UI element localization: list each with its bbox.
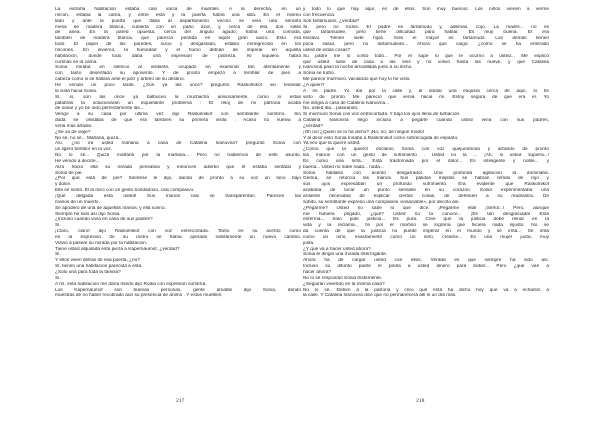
text-line: rincones. En invierno, la humedad y el humo debían de imperar en aquella: [55, 47, 301, 53]
text-line: Ella se sentó. Él la miró con un gesto bondadoso, casi compasivo.: [55, 188, 195, 194]
text-line: ¿Incluso cuando vivía en casa de sus padres?: [55, 217, 153, 223]
text-line: Los Kapernaumof son buenas personas, gente amable dijo Sonia, dando: [55, 287, 301, 293]
text-line: hacer ahora?: [303, 269, 331, 275]
text-line: Son tartamudos, ¿verdad?: [303, 18, 360, 24]
text-line: ¡Qué delgada está usted! Sus manos casi se transparentan. Parecen las: [55, 194, 301, 199]
text-line: y dulce.: [55, 182, 72, 188]
page-number-left: 217: [176, 398, 185, 404]
text-line: de sonar y yo he oído perfectamente las...: [55, 106, 144, 112]
text-line: Ya veo que la quiere usted.: [303, 141, 361, 147]
text-line: Sonia le dirigió una mirada interrogante.: [303, 252, 388, 258]
text-line: Sí.: [55, 223, 61, 229]
text-line: Ahora ha de cargar usted con ellos. Verdad es que siempre ha sido así.: [303, 258, 549, 264]
right-page-text: [303, 7, 549, 299]
text-line: de anea. En la pared opuesta, cerca del ángulo agudo, había una cómoda,: [55, 30, 301, 36]
text-line: como un niño, exactamente como un niño, créame... Es una mujer justa, muy: [303, 234, 549, 240]
text-line: ¡Oh no! ¿Quién se lo ha dicho? ¡No, no; de ningún modo!: [303, 129, 424, 135]
text-line: habitación, donde todo daba una impresión de pobreza. Ni siquiera había: [55, 53, 301, 59]
text-line: me hubiera pegado, ¿qué? Usted no la conoce... ¡Es tan desgraciada! Está: [303, 211, 549, 217]
text-line: Catalina Ivanovna llegó incluso a pegarle cuando usted vivía con sus padres,: [303, 118, 549, 124]
text-line: verla más añadió.: [55, 123, 93, 129]
text-line: Sonia hablaba con acento desgarrador. Una profunda agitación la dominaba.: [303, 170, 549, 176]
text-line: justa.: [303, 240, 315, 246]
text-line: ¿Pegarme? Usted no sabe lo que dice. ¡Pegarme ella! ¡Señor...! Pero, aunque: [303, 205, 549, 211]
text-line: Me parece murmuró, vacilando que hoy lo he visto.: [303, 77, 411, 83]
text-line: lado y ante la puerta que daba al departamento vecino se veía una sencilla: [55, 18, 301, 24]
text-line: Sonia miraba en silencio al visitante, ocupado en examinar tan atentamente y: [55, 65, 301, 71]
text-line: No, usted iba... paseando.: [303, 106, 359, 112]
text-line: ¿Por qué está de pie? Siéntese le dijo, dando de pronto a su voz un tono bajo: [55, 176, 301, 182]
text-line: Es como una niña... Está trastornada por el dolor... Es inteligente y noble... y: [303, 158, 549, 164]
text-line: esclavo. Tienen siete hijos. Sólo el mayor es tartamudo. Los demás tienen: [303, 36, 549, 42]
text-line: también de madera blanca, que parecía perdida en aquel gran vacío. Esto era: [55, 36, 301, 42]
text-line: que usted salió de casa a las seis y no volvió hasta las nueve, y que Catalina: [303, 59, 549, 65]
text-line: Gemía, se retorcía las manos. Sus pálidas mejillas se habían teñido de rojo y: [303, 176, 549, 182]
text-line: No lo sé. Deben a la patrona y creo que ésta ha dicho hoy que va a echarlos a: [303, 287, 549, 293]
text-line: Sí murmuró Sonia con voz entrecortada. Y bajó los ojos llena de turbación.: [303, 112, 461, 118]
text-line: Sonia se turbó.: [303, 71, 335, 77]
text-line: visto de pronto. Me pareció que venía hacia mí. Estoy segura de que era él. Yo: [303, 94, 549, 100]
left-page-text: [55, 7, 301, 299]
text-line: La extraña habitación estaba casi vacía de muebles. A la derecha, en un: [55, 7, 301, 12]
text-line: ¿Y qué va a hacer usted ahora?: [303, 246, 371, 252]
text-line: duda se olvidaba de que era también su primera visita . Acaso no vuelva a: [55, 118, 301, 124]
text-line: ¿A quién?: [303, 82, 325, 88]
text-line: en la expresión de su rostro se había operado súbitamente un nuevo cambio.: [55, 234, 301, 240]
text-line: Alzó hacia ella su mirada pensativa y entonces advirtió que él estaba sentado y: [55, 164, 301, 170]
text-line: A mí, esta habitación me daría miedo dijo Rodia con expresión sombría.: [55, 281, 207, 287]
text-line: Volvió a pasear su mirada por la habitación.: [55, 240, 148, 246]
text-line: ¿verdad?: [303, 123, 324, 129]
text-line: ¿Seguirán viviendo en la misma casa?: [303, 281, 385, 287]
text-line: acababa de tocar un punto sensible en su corazón. Sonia experimentaba una: [303, 188, 549, 194]
text-line: Sí, tienen una habitación parecida a ésta.: [55, 264, 143, 270]
text-line: Sí.: [55, 252, 61, 258]
text-line: poca salud, pero no tartamudean... Ahora que caigo: ¿cómo se ha enterado: [303, 42, 549, 48]
text-line: da cuenta de que la justicia no puede imperar en el mundo y se irrita... Se irrita: [303, 229, 549, 235]
text-line: la calle. Y Catalina Ivanovna dice que no permanecerá allí ni un día más.: [303, 293, 457, 299]
text-line: Sí, sí, son las once ya balbuceó la muchacha ansiosamente, como si estas: [55, 94, 301, 100]
text-line: con tanto desenfado su aposento. Y de pronto empezó a temblar de pies a: [55, 71, 301, 77]
text-line: Ivanovna pasó la noche arrodillada junto a su lecho.: [303, 65, 413, 71]
text-line: Incluso su difunto padre le pedía a usted dinero para beber... Pero ¿qué van a: [303, 264, 549, 270]
text-line: la vista hacia Sonia.: [55, 88, 98, 94]
text-line: ¿Cómo que la quiero! exclamó Sonia con voz quejumbrosa y alzando de pronto: [303, 147, 549, 153]
text-line: No lo sé... Quizá mañana por la mañana... Pero no hablemos de este asunto.: [55, 153, 301, 159]
text-line: y todo lo que hay aquí, es de ellos. Son muy buenos. Los niños vienen a verme: [303, 7, 549, 12]
text-line: enferma... Sólo pide justicia... Es pura. Cree que la justicia debe reinar en la: [303, 217, 549, 223]
text-line: cortinas en la cama.: [55, 59, 98, 65]
text-line: manos de un muerto.: [55, 199, 100, 205]
text-line: usted de estas cosas?: [303, 47, 351, 53]
text-line: No lo sé respondió Sonia tristemente.: [303, 275, 383, 281]
text-line: A mi padre. Yo iba por la calle y, al doblar una esquina cerca de aquí, lo he: [303, 88, 549, 94]
text-line: sus ojos expresaban un profundo sufrimiento. Era evidente que Raskolnikof: [303, 182, 549, 188]
text-line: Vengo a su casa por última vez dijo Raskolnikof con semblante sombrío. Sin: [55, 112, 301, 118]
text-line: vida y la reclama... Ni por el martirio se lograría que hiciera nada injusto. No se: [303, 223, 549, 229]
text-line: He venido a decirle...: [55, 158, 100, 164]
text-line: Y al decir esto Sonia miraba a Raskolnikof como sobrecogida de espanto.: [303, 135, 459, 141]
text-line: ardiente necesidad de explicar ciertas cosas, de defender a su madrastra. De: [303, 194, 549, 199]
text-line: con frecuencia.: [303, 12, 336, 18]
text-line: Su padre me lo contó todo... Por él supe lo que le ocurrió a usted... Me explicó: [303, 53, 549, 59]
text-line: Tiene usted alquilada esta pieza a Kapernaumof, ¿verdad?: [55, 246, 180, 252]
text-line: que tartamudee, pero tiene dificultad para hablar. Es muy buena. Él era: [303, 30, 549, 36]
text-line: me dirigía a casa de Catalina Ivanovna...: [303, 100, 390, 106]
text-line: Se apoderó de una de aquellas manos, y ella sonrió.: [55, 205, 166, 211]
text-line: un ligero temblor en la voz.: [55, 147, 113, 153]
text-line: Sonia de pie.: [55, 170, 83, 176]
page-number-right: 218: [416, 398, 425, 404]
text-line: buena... Usted no sabe nada... nada...: [303, 164, 384, 170]
text-line: todo. El papel de las paredes, sucio y desgastado, estaba ennegrecido en los: [55, 42, 301, 48]
text-line: cabeza como si se hallara ante el juez y árbitro de su destino.: [55, 77, 185, 83]
text-line: Siempre he sido así dijo Sonia.: [55, 211, 121, 217]
text-line: súbito, su semblante expresó una compasión «insaciable», por decirlo así.: [303, 199, 460, 205]
text-line: palabras la solucionaran un inquietante problema : El reloj de mi patrona acaba: [55, 100, 301, 106]
text-line: rincón, estaba la cama, y entre ésta y la puerta había una silla. En el mismo: [55, 12, 301, 18]
text-line: Y ellos viven detrás de esa puerta, ¿no?: [55, 258, 140, 264]
text-line: muestras de no haber recobrado aún su presencia de ánimo . Y estos muebles,: [55, 293, 223, 299]
text-line: mesa de madera blanca, cubierta con un paño azul, y, cerca de ella, dos sillas: [55, 24, 301, 30]
text-line: He venido un poco tarde. ¿Son ya las once? preguntó Raskolnikof sin levantar: [55, 82, 301, 88]
text-line: Sí, pero no todos. El padre es tartamudo y, además, cojo. La madre... no es: [303, 24, 549, 30]
text-line: ¿Sólo una para toda la familia?: [55, 269, 121, 275]
text-line: las manos con un gesto de sufrimiento . Usted no la ... ¡Ah, si usted supiera...!: [303, 153, 549, 159]
text-line: ¿Se va de viaje?: [55, 129, 91, 135]
text-line: No sé, no sé... Mañana, quizá...: [55, 135, 123, 141]
text-line: ¡Claro, claro! dijo Raskolnikof con voz entrecortada. Tanto en su acento como: [55, 229, 301, 235]
text-line: Así, ¿no irá usted mañana a casa de Catalina Ivanovna? preguntó Sonia con: [55, 141, 301, 147]
text-line: Sí.: [55, 275, 61, 281]
